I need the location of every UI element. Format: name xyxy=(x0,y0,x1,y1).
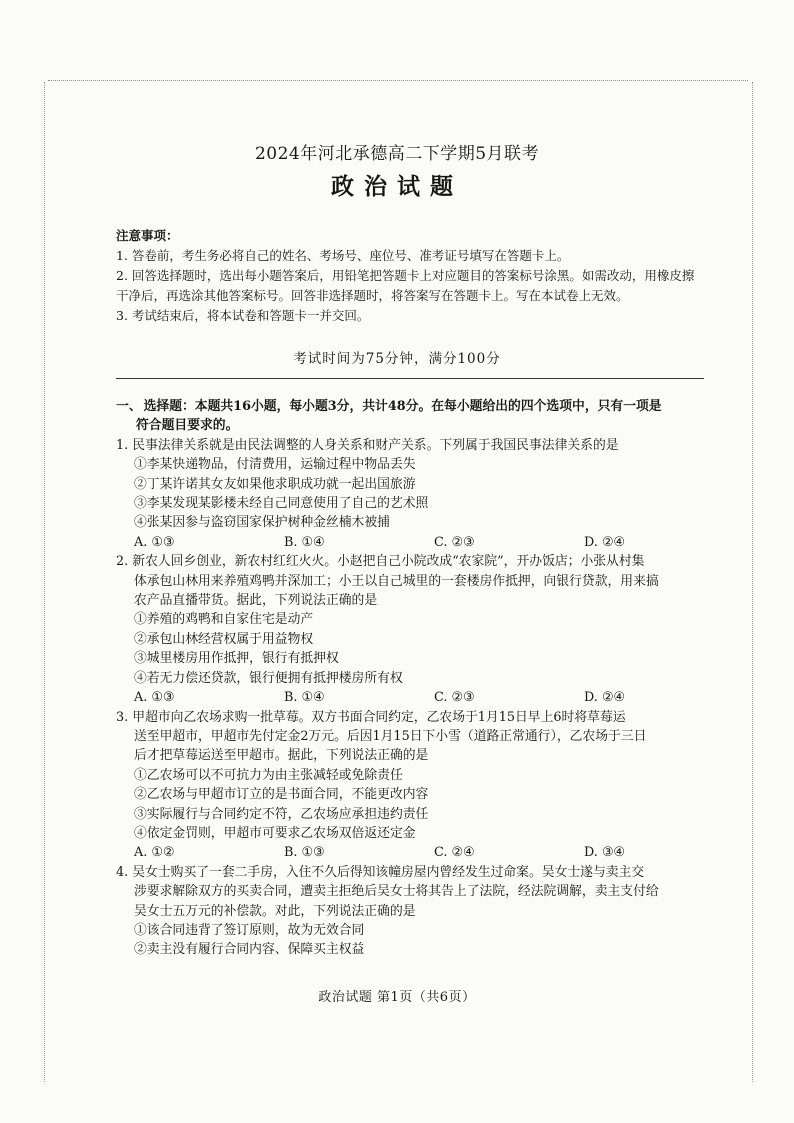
notice-title: 注意事项： xyxy=(116,228,179,243)
section-heading-cont: 符合题目要求的。 xyxy=(136,418,239,434)
notice-item: 1. 答卷前，考生务必将自己的姓名、考场号、座位号、准考证号填写在答题卡上。 xyxy=(116,248,570,263)
question-option: ④依定金罚则，甲超市可要求乙农场双倍返还定金 xyxy=(134,825,416,841)
choice-d: D. ②④ xyxy=(584,534,625,550)
answer-choices xyxy=(116,688,706,707)
choice-c: C. ②④ xyxy=(434,845,475,861)
question-option: ③李某发现某影楼未经自己同意使用了自己的艺术照 xyxy=(134,496,429,512)
notice-item: 2. 回答选择题时，选出每小题答案后，用铅笔把答题卡上对应题目的答案标号涂黑。如需改动，用橡皮擦干净后，再选涂其他答案标号。回答非选择题时，将答案写在答题卡上。写在本试卷上无效。 xyxy=(116,268,695,303)
choice-c: C. ②③ xyxy=(434,534,475,550)
question-option: ②乙农场与甲超市订立的是书面合同，不能更改内容 xyxy=(134,787,429,803)
subject-title: 政治试题 xyxy=(331,173,463,200)
question-stem-cont: 体承包山林用来养殖鸡鸭并深加工；小王以自己城里的一套楼房作抵押，向银行贷款，用来搞 xyxy=(134,573,659,589)
question-stem-cont: 涉要求解除双方的买卖合同，遭卖主拒绝后吴女士将其告上了法院，经法院调解，卖主支付给 xyxy=(134,884,659,900)
choice-b: B. ①④ xyxy=(284,690,325,706)
question-1 xyxy=(116,436,706,552)
question-option: ①乙农场可以不可抗力为由主张减轻或免除责任 xyxy=(134,767,403,783)
choice-d: D. ③④ xyxy=(584,845,625,861)
question-option: ①李某快递物品，付清费用，运输过程中物品丢失 xyxy=(134,457,416,473)
question-option: ①养殖的鸡鸭和自家住宅是动产 xyxy=(134,612,314,628)
question-stem-cont: 后才把草莓运送至甲超市。据此，下列说法正确的是 xyxy=(134,748,429,764)
question-stem-cont: 吴女士五万元的补偿款。对此，下列说法正确的是 xyxy=(134,903,416,919)
exam-header xyxy=(0,142,794,202)
section-heading xyxy=(116,397,706,436)
choice-a: A. ①③ xyxy=(134,534,175,550)
question-stem-cont: 送至甲超市，甲超市先付定金2万元。后因1月15日下小雪（道路正常通行），乙农场于三日 xyxy=(134,728,647,744)
multiple-choice-section xyxy=(116,397,706,960)
choice-c: C. ②③ xyxy=(434,690,475,706)
question-stem: 4. 吴女士购买了一套二手房，入住不久后得知该幢房屋内曾经发生过命案。吴女士遂与卖主交 xyxy=(116,864,645,880)
question-stem: 2. 新农人回乡创业，新农村红红火火。小赵把自己小院改成“农家院”，开办饭店；小张从村集 xyxy=(116,554,645,570)
question-2 xyxy=(116,552,706,707)
answer-choices xyxy=(116,533,706,552)
notice-item: 3. 考试结束后，将本试卷和答题卡一并交回。 xyxy=(116,308,370,323)
question-option: ③实际履行与合同约定不符，乙农场应承担违约责任 xyxy=(134,806,429,822)
choice-d: D. ②④ xyxy=(584,690,625,706)
question-option: ②丁某许诺其女友如果他求职成功就一起出国旅游 xyxy=(134,476,416,492)
question-option: ①该合同违背了签订原则，故为无效合同 xyxy=(134,922,365,938)
page-footer: 政治试题 第1页（共6页） xyxy=(318,990,476,1005)
question-stem: 1. 民事法律关系就是由民法调整的人身关系和财产关系。下列属于我国民事法律关系的是 xyxy=(116,437,619,453)
question-option: ②卖主没有履行合同内容、保障买主权益 xyxy=(134,942,365,958)
question-stem: 3. 甲超市向乙农场求购一批草莓。双方书面合同约定，乙农场于1月15日早上6时将草莓运 xyxy=(116,709,626,725)
question-option: ③城里楼房用作抵押，银行有抵押权 xyxy=(134,651,339,667)
choice-a: A. ①② xyxy=(134,845,175,861)
choice-b: B. ①③ xyxy=(284,845,325,861)
section-number: 一、 xyxy=(116,399,142,414)
question-4 xyxy=(116,863,706,960)
divider-line xyxy=(116,378,704,379)
exam-time: 考试时间为75分钟，满分100分 xyxy=(293,351,501,367)
answer-choices xyxy=(116,843,706,862)
question-option: ④张某因参与盗窃国家保护树种金丝楠木被捕 xyxy=(134,515,390,531)
notice-block xyxy=(116,226,696,326)
question-option: ②承包山林经营权属于用益物权 xyxy=(134,631,314,647)
scan-border-top xyxy=(48,80,748,81)
question-3 xyxy=(116,708,706,863)
choice-a: A. ①③ xyxy=(134,690,175,706)
exam-title: 2024年河北承德高二下学期5月联考 xyxy=(254,144,540,164)
scan-border-left xyxy=(44,82,45,1082)
question-option: ④若无力偿还贷款，银行便拥有抵押楼房所有权 xyxy=(134,670,403,686)
scan-border-right xyxy=(752,82,753,1082)
question-stem-cont: 农产品直播带货。据此，下列说法正确的是 xyxy=(134,593,378,609)
choice-b: B. ①④ xyxy=(284,534,325,550)
section-heading-text: 选择题：本题共16小题，每小题3分，共计48分。在每小题给出的四个选项中，只有一项是 xyxy=(143,399,662,414)
